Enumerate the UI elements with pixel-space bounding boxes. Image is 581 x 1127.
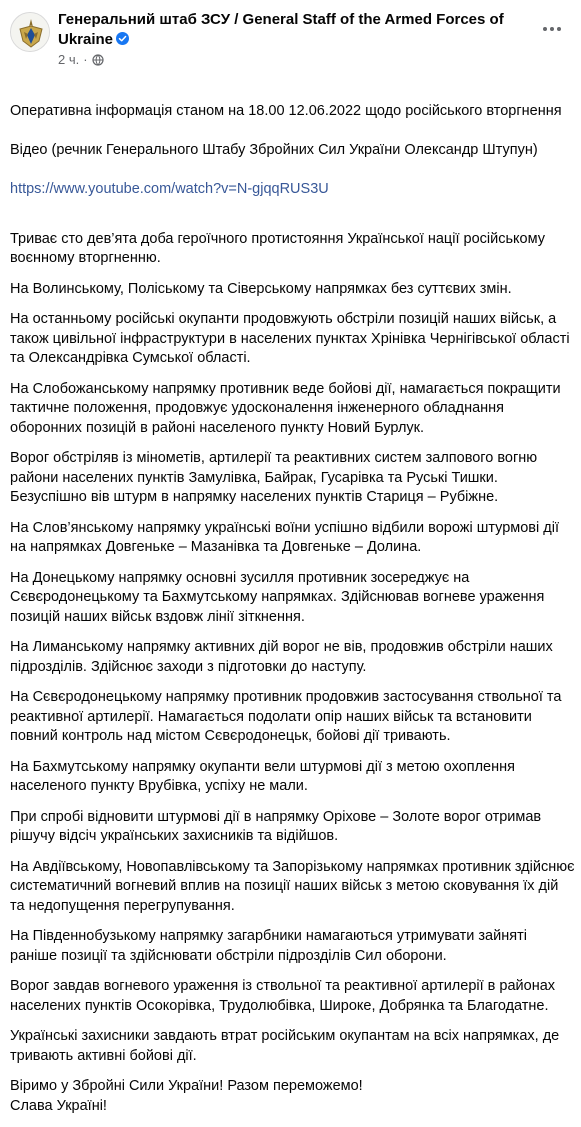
post-paragraph: На Авдіївському, Новопавлівському та Запорізькому напрямках противник здійснює систематичний вогневий вплив на позиції наших військ з метою сковування їх дій та недопущення перегрупування. [10,858,575,914]
post-meta [58,52,104,68]
post-paragraph: На Сєвєродонецькому напрямку противник продовжив застосування ствольної та реактивної артилерії. Намагається подолати опір наших військ та встановити повний контроль над містом Сєвєродонецьк, бойові дії тривають. [10,689,562,744]
page-author-name[interactable] [58,10,528,50]
meta-separator: · [83,52,88,67]
youtube-link[interactable]: https://www.youtube.com/watch?v=N-gjqqRUS3U [10,180,329,197]
post-timestamp[interactable]: 2 ч. [58,52,80,67]
post-paragraph: На Бахмутському напрямку окупанти вели штурмові дії з метою охоплення населеного пункту Врубівка, успіху не мали. [10,758,515,794]
intro-video-credit: Відео (речник Генерального Штабу Збройних Сил України Олександр Штупун) [10,141,538,158]
globe-icon[interactable] [92,54,104,66]
post-paragraph: На Слобожанському напрямку противник веде бойові дії, намагається покращити тактичне положення, продовжує удосконалення інженерного обладнання оборонних позицій в районі населеного пункту Новий Бурлук. [10,380,561,436]
more-options-button[interactable] [537,14,567,44]
post-paragraph: На Слов’янському напрямку українські воїни успішно відбили ворожі штурмові дії на напрямках Довгеньке – Мазанівка та Довгеньке – Долина. [10,519,559,555]
more-options-dot [557,27,561,31]
post-paragraph: При спробі відновити штурмові дії в напрямку Оріхове – Золоте ворог отримав рішучу відсіч українських захисників та відійшов. [10,808,542,844]
post-paragraph: Українські захисники завдають втрат російським окупантам на всіх напрямках, де тривають активні бойові дії. [10,1028,560,1064]
intro-heading: Оперативна інформація станом на 18.00 12.06.2022 щодо російського вторгнення [10,102,562,119]
post-body [10,82,576,1127]
post-paragraph: На Волинському, Поліському та Сіверському напрямках без суттєвих змін. [10,280,512,297]
post-closing: Віримо у Збройні Сили України! Разом переможемо! Слава Україні! [10,1078,363,1114]
page-avatar[interactable] [10,12,50,52]
post-paragraph: На Лиманському напрямку активних дій ворог не вів, продовжив обстріли наших підрозділів. Здійснює заходи з підготовки до наступу. [10,639,553,675]
post-paragraph: На Донецькому напрямку основні зусилля противник зосереджує на Сєвєродонецькому та Бахмутському напрямках. Здійснював вогневе ураження позицій наших військ вздовж лінії зіткнення. [10,569,545,625]
post-paragraph: На Південнобузькому напрямку загарбники намагаються утримувати зайняті раніше позиції та здійснювати обстріли підрозділів Сил оборони. [10,928,527,964]
post-paragraph: Триває сто дев’ята доба героїчного протистояння Української нації російському воєнному вторгненню. [10,230,545,266]
author-name-text[interactable]: Генеральний штаб ЗСУ / General Staff of the Armed Forces of Ukraine [58,11,504,48]
verified-badge-icon [116,31,129,44]
post-paragraph: На останньому російські окупанти продовжують обстріли позицій наших військ, а також цивільної інфраструктури в населених пунктах Хрінівка Чернігівської області та Олександрівка Сумської області. [10,311,570,366]
post-paragraph: Ворог завдав вогневого ураження із ствольної та реактивної артилерії в районах населених пунктів Осокорівка, Трудолюбівка, Широке, Добрянка та Благодатне. [10,978,556,1014]
post-intro [10,82,576,219]
post-header [0,0,581,72]
more-options-dot [550,27,554,31]
post-paragraph: Ворог обстріляв із мінометів, артилерії та реактивних систем залпового вогню райони населених пунктів Замулівка, Байрак, Гусарівка та Руські Тишки. Безуспішно вів штурм в напрямку населених пунктів Стариця – Рубіжне. [10,450,538,505]
more-options-icon [543,27,547,31]
emblem-icon [11,13,50,52]
